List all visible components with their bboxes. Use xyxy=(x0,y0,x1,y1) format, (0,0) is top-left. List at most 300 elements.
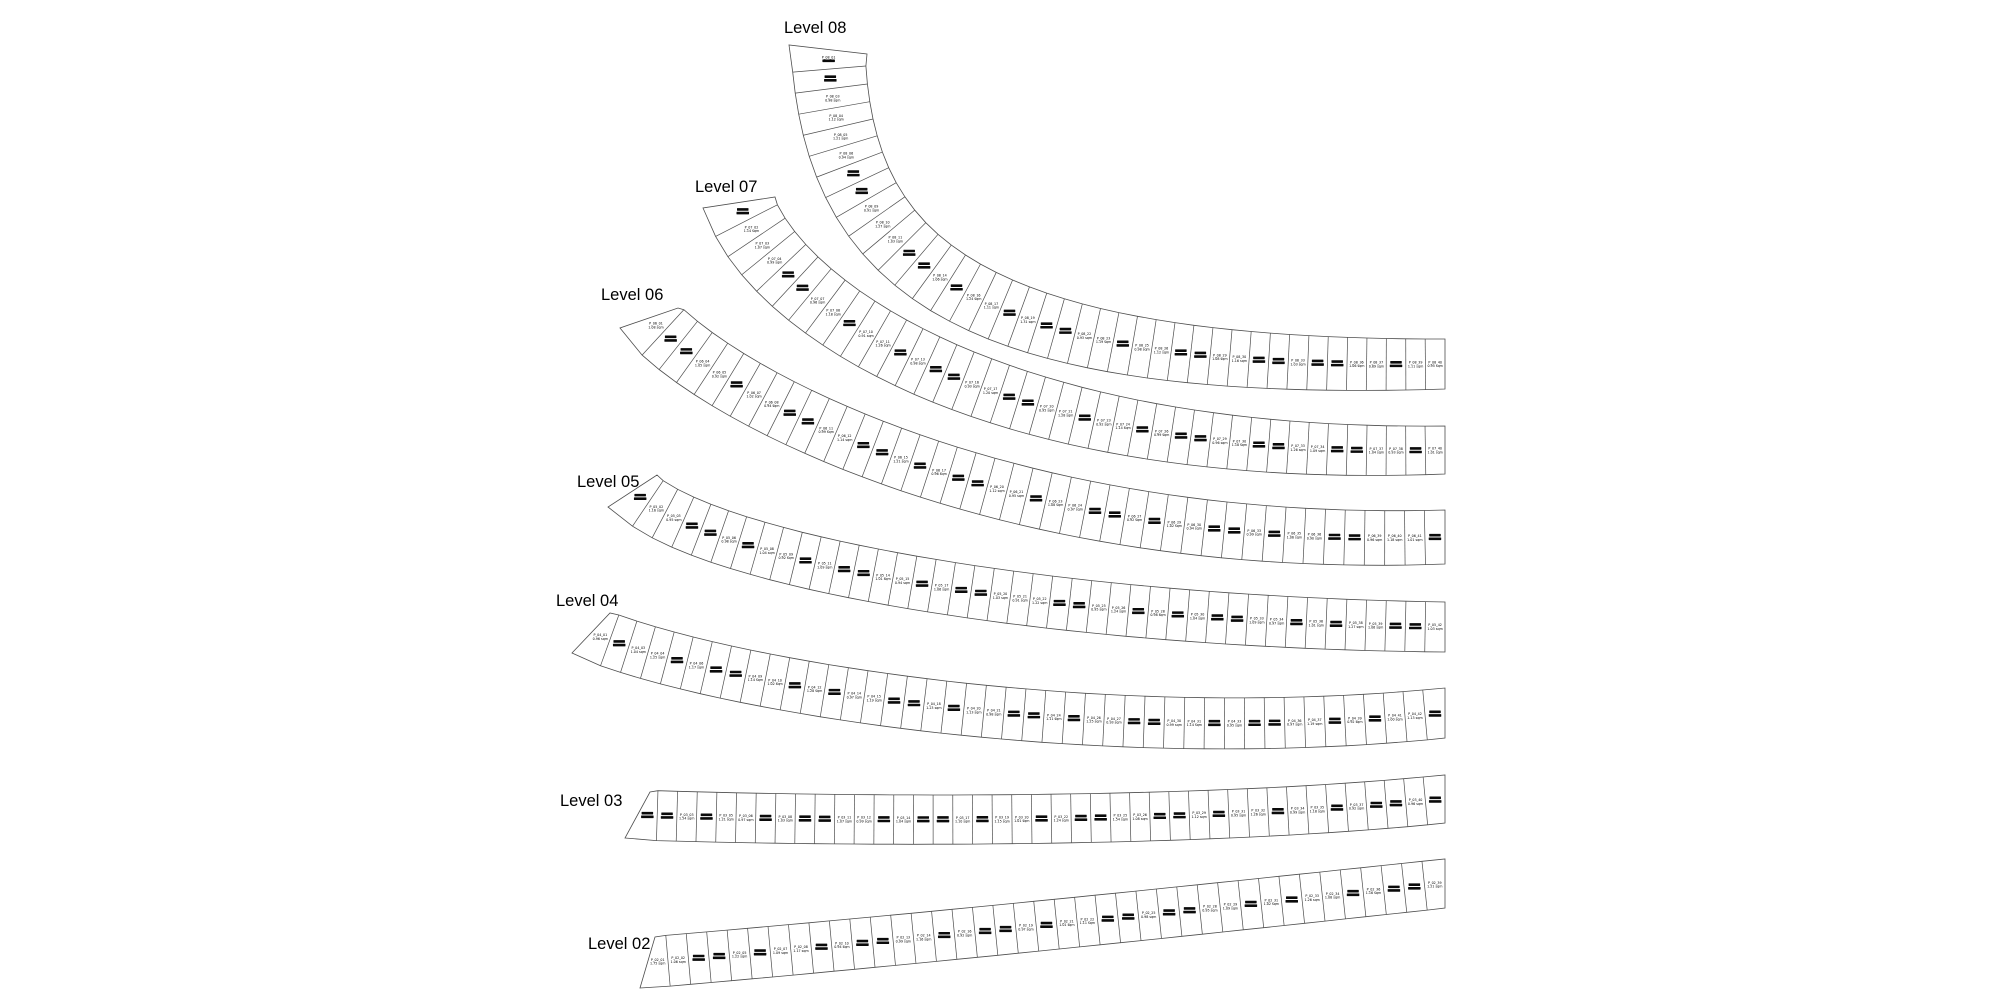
panel-label xyxy=(819,426,834,434)
panel-text: P_05_25 xyxy=(1092,603,1106,608)
panel-label xyxy=(1148,719,1161,725)
redacted-label-bar xyxy=(1253,360,1266,363)
panel-label xyxy=(1030,495,1043,501)
redacted-label-bar xyxy=(789,682,801,685)
panel-label xyxy=(875,221,890,229)
panel-text: 1.11 sqm xyxy=(1407,364,1424,369)
redacted-label-bar xyxy=(1409,627,1422,630)
panel-label xyxy=(984,302,999,310)
panel-divider xyxy=(707,932,711,983)
panel-label xyxy=(916,581,929,587)
level-band-02 xyxy=(588,859,1445,988)
panel-label xyxy=(738,814,753,822)
panel-divider xyxy=(840,301,874,356)
panel-label xyxy=(989,485,1004,493)
redacted-label-bar xyxy=(1429,537,1442,540)
panel-label xyxy=(1008,711,1021,717)
redacted-label-bar xyxy=(642,812,654,815)
redacted-label-bar xyxy=(1008,714,1021,717)
panel-label xyxy=(971,480,984,486)
panel-text: 1.12 sqm xyxy=(1191,815,1207,820)
panel-divider xyxy=(1184,697,1185,748)
panel-divider xyxy=(1022,689,1026,741)
panel-text: 1.04 sqm xyxy=(630,649,647,654)
panel-text: 1.08 sqm xyxy=(1212,357,1228,362)
panel-text: 1.09 sqm xyxy=(772,950,789,955)
panel-divider xyxy=(1245,594,1248,645)
panel-text: 1.23 sqm xyxy=(926,705,942,710)
panel-label xyxy=(1127,514,1142,522)
panel-text: P_02_14 xyxy=(916,933,931,938)
panel-divider xyxy=(1306,786,1309,834)
panel-text: 0.98 sqm xyxy=(721,539,737,544)
redacted-label-bar xyxy=(1212,614,1224,617)
redacted-label-bar xyxy=(784,410,796,413)
panel-label xyxy=(746,391,761,399)
panel-text: P_06_39 xyxy=(1367,534,1382,539)
redacted-label-bar xyxy=(918,262,930,265)
panel-divider xyxy=(1305,597,1307,648)
panel-label xyxy=(1009,490,1024,498)
panel-text: P_03_32 xyxy=(1251,808,1266,813)
panel-text: 0.96 sqm xyxy=(809,300,826,305)
panel-text: 1.27 sqm xyxy=(1348,624,1364,629)
redacted-label-bar xyxy=(844,320,856,323)
panel-text: P_07_11 xyxy=(876,339,890,344)
panel-divider xyxy=(1143,696,1145,747)
panel-text: P_04_12 xyxy=(807,685,822,690)
panel-divider xyxy=(1156,889,1161,938)
redacted-label-bar xyxy=(975,593,988,596)
panel-divider xyxy=(1344,510,1345,565)
redacted-label-bar xyxy=(977,816,989,819)
panel-divider xyxy=(1095,895,1100,945)
panel-text: P_03_40 xyxy=(1408,798,1423,803)
redacted-label-bar xyxy=(1369,719,1382,722)
redacted-label-bar xyxy=(999,929,1012,932)
panel-text: 1.19 sqm xyxy=(866,698,882,703)
panel-text: 1.28 sqm xyxy=(1057,413,1074,418)
panel-label xyxy=(955,587,968,593)
panel-text: 1.16 sqm xyxy=(648,508,665,513)
panel-text: 0.97 sqm xyxy=(1287,722,1303,727)
panel-label xyxy=(1028,712,1041,718)
redacted-label-bar xyxy=(847,174,860,177)
redacted-label-bar xyxy=(782,271,794,274)
panel-label xyxy=(689,662,704,670)
panel-label xyxy=(1040,922,1053,928)
redacted-label-bar xyxy=(917,820,930,823)
panel-label xyxy=(1032,597,1047,605)
redacted-label-bar xyxy=(1331,805,1343,808)
panel-label xyxy=(1212,437,1227,445)
panel-label xyxy=(932,274,947,282)
panel-divider xyxy=(809,923,814,973)
redacted-label-bar xyxy=(1148,719,1160,722)
panel-label xyxy=(1290,359,1305,367)
redacted-label-bar xyxy=(1228,527,1240,530)
panel-label xyxy=(1058,410,1073,418)
panel-text: 1.02 sqm xyxy=(1263,902,1280,907)
redacted-label-bar xyxy=(1291,619,1303,622)
redacted-label-bar xyxy=(802,422,815,425)
panel-label xyxy=(1150,609,1165,617)
redacted-label-bar xyxy=(1347,890,1359,893)
panel-text: P_04_10 xyxy=(768,678,782,683)
panel-divider xyxy=(1285,596,1288,647)
panel-divider xyxy=(1082,693,1085,745)
redacted-label-bar xyxy=(1329,718,1341,721)
panel-label xyxy=(1018,924,1033,932)
panel-text: P_04_39 xyxy=(1348,716,1362,721)
panel-divider xyxy=(1201,500,1207,556)
panel-label xyxy=(710,666,723,672)
panel-text: 1.09 sqm xyxy=(1249,620,1265,625)
redacted-label-bar xyxy=(950,288,963,291)
panel-label xyxy=(1248,720,1261,726)
redacted-label-bar xyxy=(1213,814,1226,817)
redacted-label-bar xyxy=(1272,361,1285,364)
panel-divider xyxy=(870,917,875,967)
panel-text: 0.92 sqm xyxy=(778,556,794,561)
redacted-label-bar xyxy=(1154,816,1167,819)
panel-text: P_04_03 xyxy=(631,645,646,650)
panel-text: P_04_21 xyxy=(986,708,1001,713)
redacted-label-bar xyxy=(816,944,828,947)
panel-label xyxy=(983,387,998,395)
redacted-label-bar xyxy=(1136,430,1149,433)
panel-label xyxy=(1232,355,1247,363)
panel-divider xyxy=(1383,693,1387,743)
redacted-label-bar xyxy=(903,250,915,253)
redacted-label-bar xyxy=(858,442,870,445)
panel-divider xyxy=(795,794,796,844)
panel-text: P_08_11 xyxy=(888,235,903,240)
panel-text: 1.04 sqm xyxy=(895,819,912,824)
panel-text: P_04_30 xyxy=(1167,719,1182,724)
panel-divider xyxy=(795,84,867,93)
panel-text: P_04_26 xyxy=(1087,715,1101,720)
panel-divider xyxy=(932,911,937,961)
panel-text: 1.12 sqm xyxy=(989,489,1005,494)
panel-divider xyxy=(1366,338,1367,390)
panel-text: 0.97 sqm xyxy=(1268,621,1285,626)
panel-divider xyxy=(1071,794,1072,843)
panel-text: 1.06 sqm xyxy=(670,959,686,964)
redacted-label-bar xyxy=(1003,313,1016,316)
redacted-label-bar xyxy=(704,533,717,536)
panel-label xyxy=(1307,718,1322,726)
panel-text: 1.13 sqm xyxy=(1407,715,1423,720)
redacted-label-bar xyxy=(971,484,984,487)
redacted-label-bar xyxy=(1008,711,1020,714)
panel-text: 1.54 sqm xyxy=(1112,817,1129,822)
panel-label xyxy=(1212,353,1227,361)
panel-text: 1.06 sqm xyxy=(1349,364,1365,369)
panel-divider xyxy=(656,791,658,841)
panel-label xyxy=(807,685,822,693)
panel-label xyxy=(1213,811,1226,817)
panel-label xyxy=(1331,805,1344,811)
panel-divider xyxy=(1110,793,1111,842)
panel-label xyxy=(1040,322,1053,328)
panel-label xyxy=(1325,892,1340,900)
redacted-label-bar xyxy=(1369,715,1381,718)
panel-text: P_03_25 xyxy=(1113,813,1128,818)
panel-label xyxy=(1232,439,1247,447)
panel-label xyxy=(1059,919,1074,927)
panel-text: P_06_23 xyxy=(1048,499,1063,504)
panel-divider xyxy=(1204,698,1205,749)
panel-text: P_08_25 xyxy=(1135,343,1149,348)
redacted-label-bar xyxy=(1036,815,1048,818)
panel-label xyxy=(767,257,782,265)
panel-label xyxy=(1039,405,1054,413)
panel-text: 0.98 sqm xyxy=(1150,613,1166,618)
panel-text: P_06_27 xyxy=(1127,514,1142,519)
panel-text: P_03_08 xyxy=(778,814,793,819)
panel-label xyxy=(1268,531,1281,537)
panel-label xyxy=(1388,447,1403,455)
redacted-label-bar xyxy=(1079,414,1091,417)
panel-label xyxy=(1348,534,1361,540)
panel-text: 1.03 sqm xyxy=(1427,626,1443,631)
redacted-label-bar xyxy=(1060,328,1072,331)
panel-text: 1.18 sqm xyxy=(1231,443,1248,448)
panel-text: 0.93 sqm xyxy=(964,384,980,389)
panel-divider xyxy=(1304,697,1306,748)
panel-text: P_05_09 xyxy=(779,552,794,557)
panel-divider xyxy=(1169,792,1171,841)
panel-text: P_08_16 xyxy=(966,293,981,298)
panel-text: P_02_25 xyxy=(1141,911,1156,916)
panel-text: 0.91 sqm xyxy=(858,333,874,338)
panel-label xyxy=(999,926,1012,932)
panel-text: 0.96 sqm xyxy=(931,472,947,477)
panel-label xyxy=(1012,595,1027,603)
panel-text: P_07_29 xyxy=(1213,437,1227,442)
panel-text: 0.92 sqm xyxy=(711,374,728,379)
panel-label xyxy=(1172,611,1185,617)
panel-text: P_06_17 xyxy=(932,468,946,473)
panel-text: 0.96 sqm xyxy=(1212,441,1228,446)
redacted-label-bar xyxy=(1089,511,1102,514)
panel-divider xyxy=(1424,510,1425,564)
panel-divider xyxy=(1283,507,1286,562)
redacted-label-bar xyxy=(1410,447,1422,450)
panel-label xyxy=(1068,715,1081,721)
panel-label xyxy=(930,366,943,372)
panel-divider xyxy=(1130,793,1131,842)
redacted-label-bar xyxy=(916,584,929,587)
panel-divider xyxy=(933,345,957,402)
redacted-label-bar xyxy=(1253,357,1265,360)
panel-label xyxy=(1366,887,1381,895)
panel-text: 0.99 sqm xyxy=(895,939,912,944)
panel-text: P_04_20 xyxy=(966,706,981,711)
redacted-label-bar xyxy=(799,815,811,818)
redacted-label-bar xyxy=(937,820,950,823)
redacted-label-bar xyxy=(951,284,963,287)
redacted-label-bar xyxy=(1253,445,1266,448)
panel-text: 1.14 sqm xyxy=(747,678,764,683)
panel-text: P_07_16 xyxy=(965,380,979,385)
panel-text: P_03_35 xyxy=(1310,805,1325,810)
panel-text: 1.19 sqm xyxy=(1095,340,1112,345)
panel-label xyxy=(1078,414,1091,420)
panel-label xyxy=(1290,619,1303,625)
panel-text: 0.95 sqm xyxy=(1226,723,1243,728)
panel-divider xyxy=(1279,876,1284,925)
redacted-label-bar xyxy=(1228,531,1241,534)
panel-text: 1.28 sqm xyxy=(806,689,823,694)
panel-text: P_07_08 xyxy=(826,308,841,313)
panel-label xyxy=(1096,336,1111,344)
panel-text: 0.94 sqm xyxy=(1186,526,1202,531)
redacted-label-bar xyxy=(797,285,809,288)
redacted-label-bar xyxy=(737,208,749,211)
redacted-label-bar xyxy=(613,640,625,643)
panel-label xyxy=(666,514,681,522)
panel-label xyxy=(937,816,950,822)
panel-text: 1.04 sqm xyxy=(759,551,775,556)
redacted-label-bar xyxy=(888,698,900,701)
redacted-label-bar xyxy=(1390,361,1402,364)
redacted-label-bar xyxy=(895,349,907,352)
panel-text: 1.01 sqm xyxy=(1407,537,1423,542)
redacted-label-bar xyxy=(1408,887,1421,890)
panel-label xyxy=(744,225,759,233)
panel-text: P_05_39 xyxy=(1368,621,1383,626)
panel-label xyxy=(837,816,852,824)
panel-text: P_07_02 xyxy=(744,225,759,230)
panel-text: 1.03 sqm xyxy=(992,595,1009,600)
panel-text: 1.03 sqm xyxy=(777,818,794,823)
panel-text: P_03_05 xyxy=(719,813,734,818)
panel-label xyxy=(1208,525,1221,531)
redacted-label-bar xyxy=(1128,722,1141,725)
redacted-label-bar xyxy=(918,266,931,269)
panel-label xyxy=(718,814,733,822)
panel-divider xyxy=(1188,791,1190,840)
panel-label xyxy=(993,592,1008,600)
redacted-label-bar xyxy=(730,385,743,388)
redacted-label-bar xyxy=(815,947,828,950)
redacted-label-bar xyxy=(1102,916,1114,919)
panel-text: 0.98 sqm xyxy=(986,712,1002,717)
panel-label xyxy=(650,652,665,660)
panel-label xyxy=(613,640,626,646)
redacted-label-bar xyxy=(1213,811,1225,814)
panel-text: 1.11 sqm xyxy=(1079,921,1096,926)
panel-label xyxy=(1003,394,1016,400)
panel-text: 1.14 sqm xyxy=(743,229,760,234)
panel-divider xyxy=(730,363,760,416)
panel-divider xyxy=(1247,417,1252,470)
panel-divider xyxy=(1247,789,1249,837)
panel-label xyxy=(917,816,930,822)
panel-text: 1.24 sqm xyxy=(1110,609,1127,614)
panel-text: 1.16 sqm xyxy=(1365,891,1382,896)
panel-text: P_04_06 xyxy=(689,661,704,666)
redacted-label-bar xyxy=(1175,349,1187,352)
panel-text: 0.95 sqm xyxy=(1230,813,1247,818)
panel-label xyxy=(1014,815,1029,823)
panel-text: 0.93 sqm xyxy=(1106,720,1122,725)
panel-text: 1.16 sqm xyxy=(1231,358,1248,363)
panel-label xyxy=(934,584,949,592)
redacted-label-bar xyxy=(710,670,723,673)
panel-label xyxy=(1231,810,1246,818)
panel-text: 1.26 sqm xyxy=(1250,812,1266,817)
panel-label xyxy=(847,170,860,176)
redacted-label-bar xyxy=(1109,511,1121,514)
panel-label xyxy=(1075,815,1088,821)
panel-label xyxy=(686,523,699,529)
panel-label xyxy=(1202,905,1217,913)
panel-text: 0.98 sqm xyxy=(910,361,926,366)
panel-label xyxy=(1086,716,1101,724)
panel-label xyxy=(1251,809,1266,817)
redacted-label-bar xyxy=(877,941,890,944)
panel-label xyxy=(1109,511,1122,517)
panel-text: P_05_42 xyxy=(1428,623,1442,628)
redacted-label-bar xyxy=(1330,621,1342,624)
redacted-label-bar xyxy=(1248,723,1261,726)
panel-text: 0.95 sqm xyxy=(1427,364,1443,369)
panel-label xyxy=(1122,913,1135,919)
redacted-label-bar xyxy=(855,192,868,195)
redacted-label-bar xyxy=(955,590,968,593)
redacted-label-bar xyxy=(1273,358,1285,361)
panel-label xyxy=(593,633,608,641)
panel-text: 0.92 sqm xyxy=(1347,720,1363,725)
panel-text: 0.99 sqm xyxy=(1289,810,1306,815)
panel-label xyxy=(767,678,782,686)
panel-text: 0.95 sqm xyxy=(666,517,682,522)
panel-divider xyxy=(1206,591,1210,642)
panel-text: P_06_12 xyxy=(837,434,852,439)
panel-text: P_08_22 xyxy=(1077,332,1092,337)
redacted-label-bar xyxy=(1000,926,1012,929)
redacted-label-bar xyxy=(1003,397,1016,400)
panel-text: P_07_17 xyxy=(983,387,998,392)
panel-label xyxy=(1022,399,1034,405)
panel-text: P_05_14 xyxy=(876,573,890,578)
panel-label xyxy=(1347,716,1362,724)
panel-divider xyxy=(1051,794,1052,843)
panel-label xyxy=(732,951,747,959)
redacted-label-bar xyxy=(1154,813,1166,816)
panel-label xyxy=(1307,533,1322,541)
panel-text: P_03_17 xyxy=(955,815,970,820)
panel-label xyxy=(799,815,812,821)
panel-text: P_08_33 xyxy=(1291,358,1305,363)
panel-text: 1.02 sqm xyxy=(1166,524,1183,529)
panel-divider xyxy=(728,218,785,256)
redacted-label-bar xyxy=(1208,724,1221,727)
panel-text: P_02_22 xyxy=(1080,917,1095,922)
panel-text: P_05_11 xyxy=(817,561,832,566)
panel-label xyxy=(754,949,767,955)
panel-text: P_07_33 xyxy=(1291,443,1305,448)
redacted-label-bar xyxy=(760,815,772,818)
redacted-label-bar xyxy=(1390,804,1403,807)
panel-divider xyxy=(1365,782,1369,830)
panel-text: P_07_10 xyxy=(859,330,873,335)
panel-text: 0.95 sqm xyxy=(1039,408,1055,413)
panel-label xyxy=(631,646,646,654)
